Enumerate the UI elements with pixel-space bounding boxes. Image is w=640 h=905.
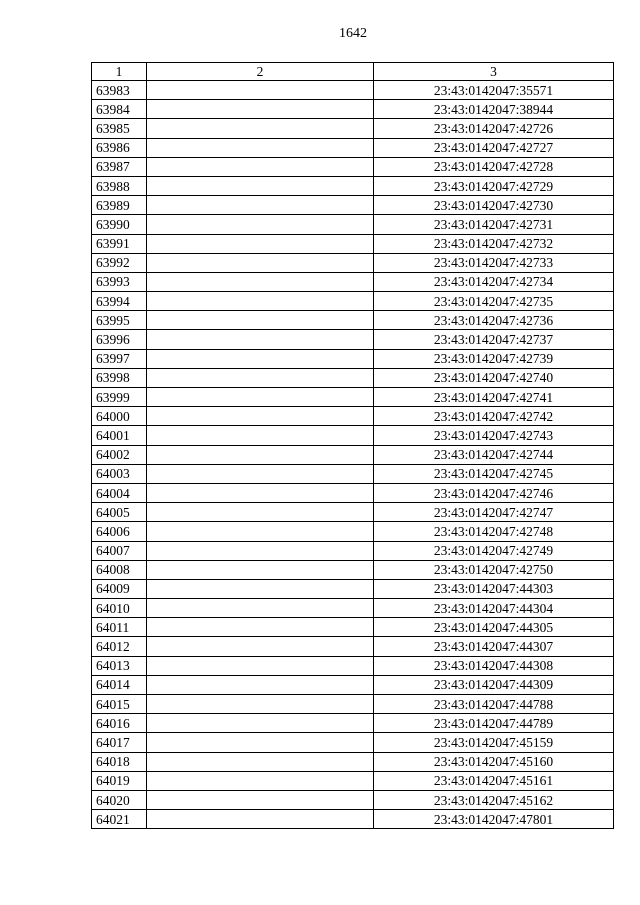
row-number-cell: 64012 bbox=[92, 637, 147, 656]
row-name-cell bbox=[147, 215, 374, 234]
row-name-cell bbox=[147, 503, 374, 522]
cadastral-number-cell: 23:43:0142047:42737 bbox=[374, 330, 614, 349]
table-row bbox=[92, 733, 614, 752]
cadastral-number-cell: 23:43:0142047:42739 bbox=[374, 349, 614, 368]
cadastral-number-cell: 23:43:0142047:44307 bbox=[374, 637, 614, 656]
table-row bbox=[92, 695, 614, 714]
table-row bbox=[92, 618, 614, 637]
registry-table bbox=[91, 62, 614, 829]
table-row bbox=[92, 464, 614, 483]
table-row bbox=[92, 810, 614, 829]
row-number-cell: 63998 bbox=[92, 368, 147, 387]
table-row bbox=[92, 234, 614, 253]
row-name-cell bbox=[147, 695, 374, 714]
row-name-cell bbox=[147, 292, 374, 311]
row-name-cell bbox=[147, 407, 374, 426]
row-number-cell: 63995 bbox=[92, 311, 147, 330]
row-name-cell bbox=[147, 675, 374, 694]
cadastral-number-cell: 23:43:0142047:42731 bbox=[374, 215, 614, 234]
table-row bbox=[92, 599, 614, 618]
row-name-cell bbox=[147, 119, 374, 138]
row-number-cell: 64002 bbox=[92, 445, 147, 464]
row-name-cell bbox=[147, 618, 374, 637]
cadastral-number-cell: 23:43:0142047:42740 bbox=[374, 368, 614, 387]
table-row bbox=[92, 330, 614, 349]
row-number-cell: 63991 bbox=[92, 234, 147, 253]
table-row bbox=[92, 752, 614, 771]
cadastral-number-cell: 23:43:0142047:42729 bbox=[374, 176, 614, 195]
row-number-cell: 64010 bbox=[92, 599, 147, 618]
row-name-cell bbox=[147, 311, 374, 330]
row-number-cell: 63989 bbox=[92, 196, 147, 215]
cadastral-number-cell: 23:43:0142047:44308 bbox=[374, 656, 614, 675]
column-header-3: 3 bbox=[374, 63, 614, 81]
row-name-cell bbox=[147, 330, 374, 349]
cadastral-number-cell: 23:43:0142047:44304 bbox=[374, 599, 614, 618]
cadastral-number-cell: 23:43:0142047:42736 bbox=[374, 311, 614, 330]
cadastral-number-cell: 23:43:0142047:42733 bbox=[374, 253, 614, 272]
row-name-cell bbox=[147, 464, 374, 483]
row-number-cell: 64021 bbox=[92, 810, 147, 829]
cadastral-number-cell: 23:43:0142047:42742 bbox=[374, 407, 614, 426]
row-name-cell bbox=[147, 157, 374, 176]
row-name-cell bbox=[147, 752, 374, 771]
column-header-1: 1 bbox=[92, 63, 147, 81]
table-row bbox=[92, 426, 614, 445]
cadastral-number-cell: 23:43:0142047:42735 bbox=[374, 292, 614, 311]
row-number-cell: 63999 bbox=[92, 388, 147, 407]
row-number-cell: 64015 bbox=[92, 695, 147, 714]
page-number: 1642 bbox=[339, 26, 367, 41]
cadastral-number-cell: 23:43:0142047:45159 bbox=[374, 733, 614, 752]
column-header-2: 2 bbox=[147, 63, 374, 81]
row-number-cell: 64003 bbox=[92, 464, 147, 483]
table-row bbox=[92, 388, 614, 407]
table-row bbox=[92, 272, 614, 291]
cadastral-number-cell: 23:43:0142047:38944 bbox=[374, 100, 614, 119]
row-number-cell: 63987 bbox=[92, 157, 147, 176]
row-number-cell: 64001 bbox=[92, 426, 147, 445]
row-number-cell: 64006 bbox=[92, 522, 147, 541]
cadastral-number-cell: 23:43:0142047:42741 bbox=[374, 388, 614, 407]
cadastral-number-cell: 23:43:0142047:47801 bbox=[374, 810, 614, 829]
cadastral-number-cell: 23:43:0142047:42730 bbox=[374, 196, 614, 215]
cadastral-number-cell: 23:43:0142047:42732 bbox=[374, 234, 614, 253]
table-row bbox=[92, 253, 614, 272]
table-row bbox=[92, 790, 614, 809]
row-name-cell bbox=[147, 541, 374, 560]
row-name-cell bbox=[147, 790, 374, 809]
row-number-cell: 64005 bbox=[92, 503, 147, 522]
table-row bbox=[92, 100, 614, 119]
row-name-cell bbox=[147, 100, 374, 119]
row-name-cell bbox=[147, 810, 374, 829]
row-number-cell: 63996 bbox=[92, 330, 147, 349]
table-row bbox=[92, 541, 614, 560]
table-row bbox=[92, 81, 614, 100]
table-row bbox=[92, 522, 614, 541]
row-number-cell: 64018 bbox=[92, 752, 147, 771]
table-row bbox=[92, 560, 614, 579]
table-row bbox=[92, 407, 614, 426]
table-row bbox=[92, 176, 614, 195]
row-number-cell: 63990 bbox=[92, 215, 147, 234]
row-name-cell bbox=[147, 483, 374, 502]
row-name-cell bbox=[147, 445, 374, 464]
row-number-cell: 64019 bbox=[92, 771, 147, 790]
table-row bbox=[92, 579, 614, 598]
cadastral-number-cell: 23:43:0142047:42734 bbox=[374, 272, 614, 291]
row-name-cell bbox=[147, 388, 374, 407]
cadastral-number-cell: 23:43:0142047:42743 bbox=[374, 426, 614, 445]
cadastral-number-cell: 23:43:0142047:42726 bbox=[374, 119, 614, 138]
row-number-cell: 64007 bbox=[92, 541, 147, 560]
cadastral-number-cell: 23:43:0142047:42727 bbox=[374, 138, 614, 157]
row-name-cell bbox=[147, 234, 374, 253]
row-name-cell bbox=[147, 579, 374, 598]
row-name-cell bbox=[147, 176, 374, 195]
row-number-cell: 63994 bbox=[92, 292, 147, 311]
row-number-cell: 63992 bbox=[92, 253, 147, 272]
row-name-cell bbox=[147, 138, 374, 157]
table-row bbox=[92, 675, 614, 694]
row-name-cell bbox=[147, 733, 374, 752]
cadastral-number-cell: 23:43:0142047:45162 bbox=[374, 790, 614, 809]
row-number-cell: 64009 bbox=[92, 579, 147, 598]
row-number-cell: 63985 bbox=[92, 119, 147, 138]
table-row bbox=[92, 292, 614, 311]
cadastral-number-cell: 23:43:0142047:35571 bbox=[374, 81, 614, 100]
row-name-cell bbox=[147, 272, 374, 291]
table-row bbox=[92, 368, 614, 387]
row-number-cell: 63997 bbox=[92, 349, 147, 368]
cadastral-number-cell: 23:43:0142047:42747 bbox=[374, 503, 614, 522]
cadastral-number-cell: 23:43:0142047:44789 bbox=[374, 714, 614, 733]
cadastral-number-cell: 23:43:0142047:42745 bbox=[374, 464, 614, 483]
row-number-cell: 64017 bbox=[92, 733, 147, 752]
cadastral-number-cell: 23:43:0142047:44788 bbox=[374, 695, 614, 714]
row-number-cell: 64008 bbox=[92, 560, 147, 579]
table-row bbox=[92, 483, 614, 502]
row-number-cell: 64020 bbox=[92, 790, 147, 809]
row-name-cell bbox=[147, 253, 374, 272]
table-row bbox=[92, 157, 614, 176]
cadastral-number-cell: 23:43:0142047:42748 bbox=[374, 522, 614, 541]
row-name-cell bbox=[147, 349, 374, 368]
table-body bbox=[92, 81, 614, 829]
row-number-cell: 63986 bbox=[92, 138, 147, 157]
row-name-cell bbox=[147, 81, 374, 100]
cadastral-number-cell: 23:43:0142047:44303 bbox=[374, 579, 614, 598]
row-name-cell bbox=[147, 771, 374, 790]
row-name-cell bbox=[147, 714, 374, 733]
cadastral-number-cell: 23:43:0142047:42728 bbox=[374, 157, 614, 176]
row-number-cell: 64013 bbox=[92, 656, 147, 675]
table-row bbox=[92, 637, 614, 656]
row-number-cell: 64011 bbox=[92, 618, 147, 637]
row-number-cell: 63988 bbox=[92, 176, 147, 195]
row-name-cell bbox=[147, 637, 374, 656]
row-number-cell: 64004 bbox=[92, 483, 147, 502]
table-row bbox=[92, 503, 614, 522]
row-name-cell bbox=[147, 368, 374, 387]
row-number-cell: 63993 bbox=[92, 272, 147, 291]
cadastral-number-cell: 23:43:0142047:42749 bbox=[374, 541, 614, 560]
cadastral-number-cell: 23:43:0142047:42750 bbox=[374, 560, 614, 579]
cadastral-number-cell: 23:43:0142047:42744 bbox=[374, 445, 614, 464]
table-row bbox=[92, 311, 614, 330]
row-number-cell: 64014 bbox=[92, 675, 147, 694]
row-name-cell bbox=[147, 196, 374, 215]
cadastral-number-cell: 23:43:0142047:42746 bbox=[374, 483, 614, 502]
table-row bbox=[92, 196, 614, 215]
row-name-cell bbox=[147, 560, 374, 579]
row-number-cell: 63984 bbox=[92, 100, 147, 119]
row-name-cell bbox=[147, 522, 374, 541]
cadastral-number-cell: 23:43:0142047:44305 bbox=[374, 618, 614, 637]
row-name-cell bbox=[147, 426, 374, 445]
cadastral-number-cell: 23:43:0142047:45160 bbox=[374, 752, 614, 771]
table-row bbox=[92, 771, 614, 790]
table-row bbox=[92, 349, 614, 368]
table-row bbox=[92, 119, 614, 138]
row-number-cell: 64016 bbox=[92, 714, 147, 733]
table-row bbox=[92, 138, 614, 157]
row-number-cell: 64000 bbox=[92, 407, 147, 426]
row-name-cell bbox=[147, 656, 374, 675]
table-row bbox=[92, 215, 614, 234]
table-row bbox=[92, 656, 614, 675]
table-row bbox=[92, 445, 614, 464]
row-name-cell bbox=[147, 599, 374, 618]
table-row bbox=[92, 714, 614, 733]
row-number-cell: 63983 bbox=[92, 81, 147, 100]
header-row bbox=[92, 63, 614, 81]
cadastral-number-cell: 23:43:0142047:45161 bbox=[374, 771, 614, 790]
cadastral-number-cell: 23:43:0142047:44309 bbox=[374, 675, 614, 694]
